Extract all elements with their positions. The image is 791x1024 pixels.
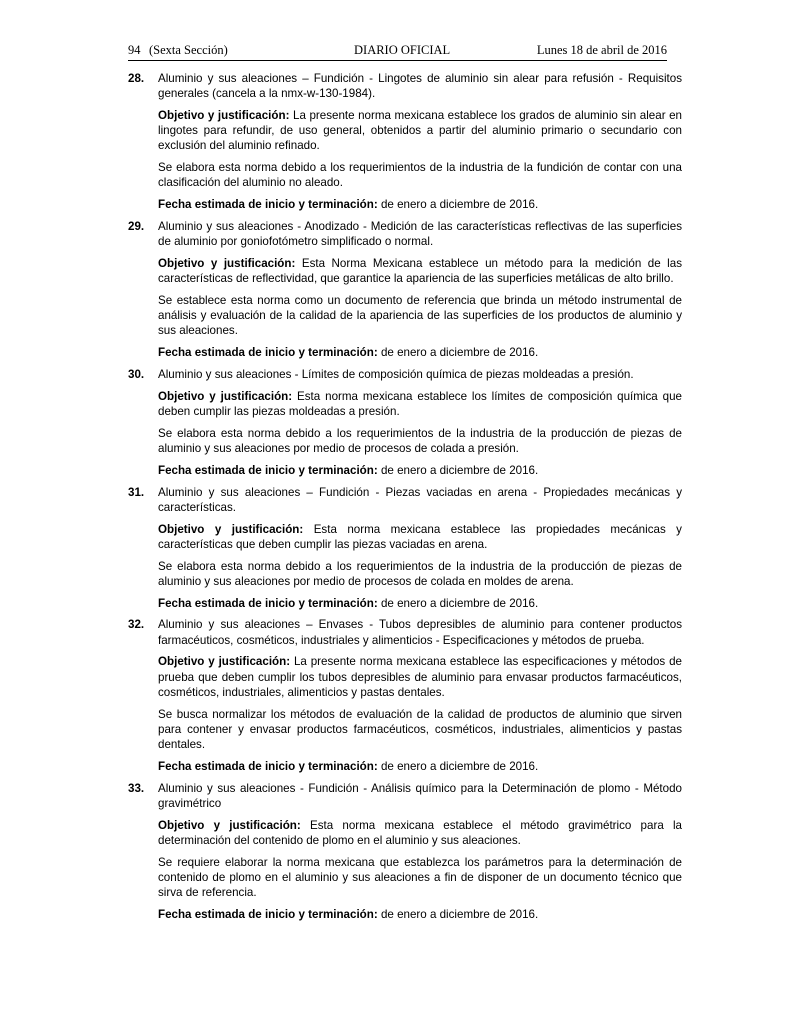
- norm-item: [128, 367, 682, 478]
- item-title: Aluminio y sus aleaciones - Fundición - Análisis químico para la Determinación de plomo - Método gravimétrico: [158, 781, 682, 810]
- objective-paragraph: [158, 108, 682, 154]
- date-paragraph: [158, 596, 682, 611]
- item-title: Aluminio y sus aleaciones - Límites de composición química de piezas moldeadas a presión.: [158, 368, 634, 381]
- objective-label: Objetivo y justificación:: [158, 109, 290, 122]
- page-header: [128, 42, 667, 61]
- objective-text: Esta norma mexicana establece las propiedades mecánicas y características que deben cumplir las piezas vaciadas en arena.: [158, 522, 682, 551]
- norm-item: [128, 71, 682, 212]
- item-number: 29.: [128, 220, 145, 233]
- date-label: Fecha estimada de inicio y terminación:: [158, 596, 378, 610]
- date-text: de enero a diciembre de 2016.: [380, 463, 539, 477]
- date-text: de enero a diciembre de 2016.: [380, 198, 539, 212]
- item-number: 30.: [128, 368, 145, 381]
- objective-paragraph: [158, 256, 682, 286]
- publication-date: Lunes 18 de abril de 2016: [536, 43, 667, 57]
- publication-title: DIARIO OFICIAL: [354, 43, 451, 57]
- justification-paragraph: Se establece esta norma como un documento de referencia que brinda un método instrumental de análisis y evaluación de la calidad de la apariencia de las superficies de los productos de aluminio y sus aleaciones.: [158, 294, 682, 338]
- item-number: 33.: [128, 781, 145, 795]
- item-number: 32.: [128, 618, 145, 632]
- norm-item: [128, 219, 682, 360]
- objective-text: Esta norma mexicana establece los límites de composición química que deben cumplir las piezas moldeadas a presión.: [158, 389, 682, 418]
- date-text: de enero a diciembre de 2016.: [380, 907, 539, 921]
- objective-paragraph: [158, 389, 682, 419]
- section-label: (Sexta Sección): [149, 43, 228, 57]
- date-paragraph: [158, 759, 682, 774]
- document-body: [128, 71, 682, 929]
- justification-paragraph: Se elabora esta norma debido a los requerimientos de la industria de la producción de piezas de aluminio y sus aleaciones por medio de procesos de colada en moldes de arena.: [158, 559, 682, 588]
- objective-paragraph: [158, 818, 682, 848]
- date-label: Fecha estimada de inicio y terminación:: [158, 463, 378, 477]
- date-label: Fecha estimada de inicio y terminación:: [158, 759, 378, 773]
- objective-label: Objetivo y justificación:: [158, 818, 301, 832]
- objective-paragraph: [158, 522, 682, 552]
- objective-label: Objetivo y justificación:: [158, 257, 296, 270]
- justification-paragraph: Se elabora esta norma debido a los requerimientos de la industria de la fundición de contar con una clasificación del aluminio no aleado.: [158, 161, 682, 190]
- date-text: de enero a diciembre de 2016.: [380, 596, 539, 610]
- date-label: Fecha estimada de inicio y terminación:: [158, 346, 378, 360]
- page-number: 94: [128, 43, 141, 57]
- item-title: Aluminio y sus aleaciones – Fundición - Piezas vaciadas en arena - Propiedades mecánicas y características.: [158, 485, 682, 514]
- date-text: de enero a diciembre de 2016.: [380, 759, 539, 773]
- date-paragraph: [158, 907, 682, 922]
- item-number: 28.: [128, 72, 145, 85]
- objective-label: Objetivo y justificación:: [158, 655, 291, 669]
- norm-item: [128, 485, 682, 611]
- date-label: Fecha estimada de inicio y terminación:: [158, 198, 378, 212]
- justification-paragraph: Se requiere elaborar la norma mexicana que establezca los parámetros para la determinación de contenido de plomo en el aluminio y sus aleaciones a fin de disponer de un documento técnico que sirva de referencia.: [158, 855, 682, 899]
- date-paragraph: [158, 463, 682, 478]
- item-title: Aluminio y sus aleaciones – Fundición - Lingotes de aluminio sin alear para refusión - Requisitos generales (cancela a la nmx-w-130-1984).: [158, 72, 682, 101]
- objective-text: La presente norma mexicana establece los grados de aluminio sin alear en lingotes para refundir, de uso general, obtenidos a partir del aluminio primario o secundario con exclusión del aluminio refinado.: [158, 109, 682, 153]
- item-number: 31.: [128, 485, 145, 499]
- objective-text: Esta norma mexicana establece el método gravimétrico para la determinación del contenido de plomo en el aluminio y sus aleaciones.: [158, 818, 682, 847]
- date-paragraph: [158, 197, 682, 212]
- objective-text: Esta Norma Mexicana establece un método para la medición de las características de reflectividad, que garantice la apariencia de las superficies metálicas de alto brillo.: [158, 257, 682, 286]
- objective-text: La presente norma mexicana establece las especificaciones y métodos de prueba que deben cumplir los tubos depresibles de aluminio para envasar productos farmacéuticos, cosméticos, industriales, alimenticios y pastas dentales.: [158, 655, 682, 699]
- date-paragraph: [158, 345, 682, 360]
- norm-item: [128, 617, 682, 774]
- objective-label: Objetivo y justificación:: [158, 389, 293, 403]
- objective-label: Objetivo y justificación:: [158, 522, 304, 536]
- date-text: de enero a diciembre de 2016.: [380, 346, 539, 360]
- objective-paragraph: [158, 654, 682, 700]
- item-title: Aluminio y sus aleaciones - Anodizado - Medición de las características reflectivas de las superficies de aluminio por goniofotómetro simplificado o normal.: [158, 220, 682, 249]
- item-title: Aluminio y sus aleaciones – Envases - Tubos depresibles de aluminio para contener productos farmacéuticos, cosméticos, industriales y alimenticios - Especificaciones y métodos de prueba.: [158, 618, 682, 647]
- norm-item: [128, 781, 682, 922]
- justification-paragraph: Se busca normalizar los métodos de evaluación de la calidad de productos de aluminio que sirven para contener y envasar productos farmacéuticos, cosméticos, industriales, alimenticios y pastas dentales.: [158, 707, 682, 751]
- justification-paragraph: Se elabora esta norma debido a los requerimientos de la industria de la producción de piezas de aluminio y sus aleaciones por medio de procesos de colada a presión.: [158, 426, 682, 455]
- date-label: Fecha estimada de inicio y terminación:: [158, 907, 378, 921]
